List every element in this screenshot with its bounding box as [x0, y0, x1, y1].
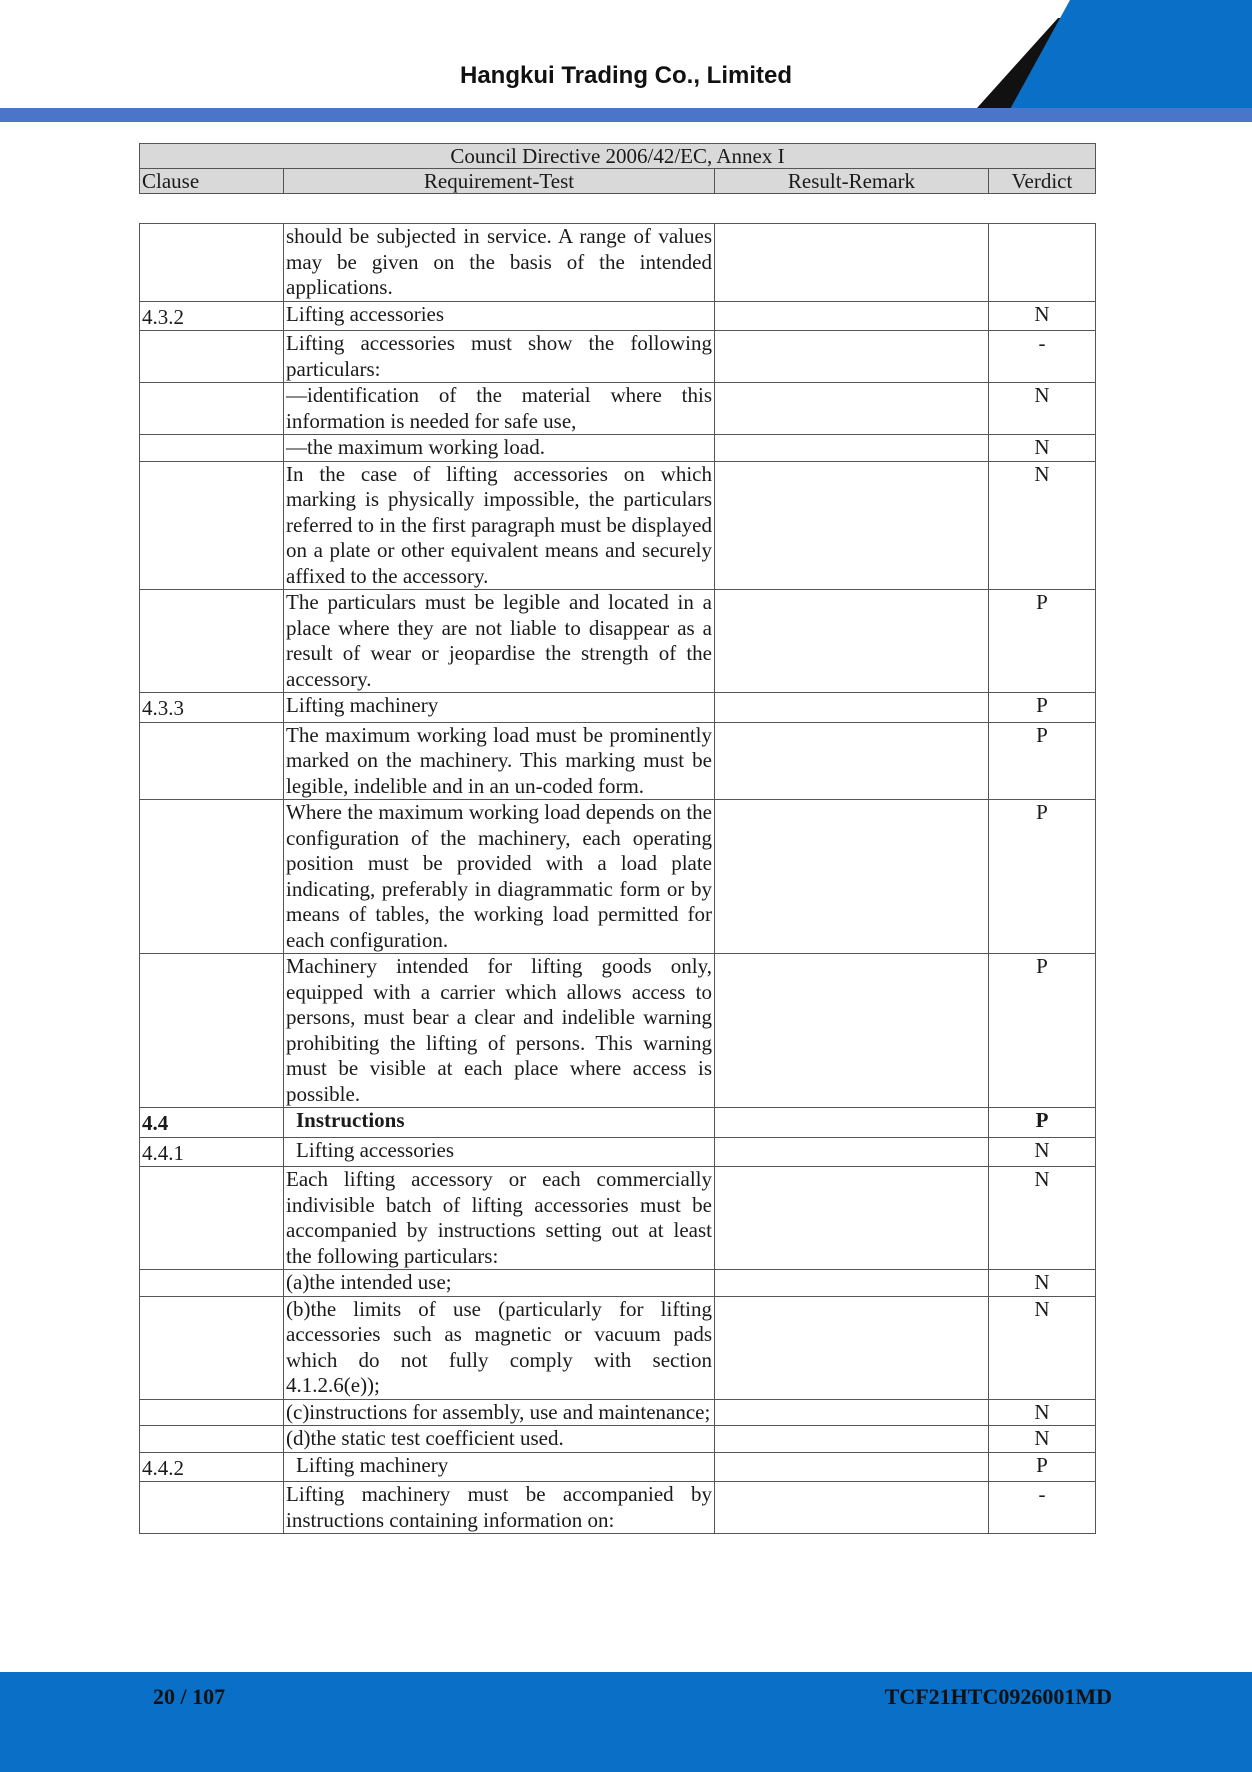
result-cell — [715, 301, 989, 331]
table-row — [140, 1452, 1096, 1482]
col-result-header: Result-Remark — [715, 169, 989, 194]
directive-title: Council Directive 2006/42/EC, Annex I — [140, 144, 1096, 169]
requirement-cell: should be subjected in service. A range of values may be given on the basis of the intended applications. — [284, 224, 715, 302]
col-requirement-header: Requirement-Test — [284, 169, 715, 194]
verdict-cell: N — [989, 383, 1096, 435]
clause-cell — [140, 383, 284, 435]
verdict-cell: P — [989, 1108, 1096, 1138]
requirements-table — [139, 223, 1096, 1534]
result-cell — [715, 1399, 989, 1426]
table-row — [140, 301, 1096, 331]
verdict-cell: P — [989, 1452, 1096, 1482]
verdict-cell: P — [989, 800, 1096, 954]
requirement-cell: Lifting accessories must show the following particulars: — [284, 331, 715, 383]
result-cell — [715, 722, 989, 800]
requirement-cell: Lifting machinery — [284, 693, 715, 723]
table-row — [140, 383, 1096, 435]
verdict-cell: N — [989, 301, 1096, 331]
clause-cell: 4.3.2 — [140, 301, 284, 331]
clause-cell — [140, 954, 284, 1108]
requirement-cell: The maximum working load must be prominently marked on the machinery. This marking must be legible, indelible and in an un-coded form. — [284, 722, 715, 800]
table-row — [140, 1482, 1096, 1534]
verdict-cell: P — [989, 722, 1096, 800]
table-row — [140, 1167, 1096, 1270]
table-row — [140, 331, 1096, 383]
result-cell — [715, 331, 989, 383]
requirement-cell: —the maximum working load. — [284, 435, 715, 462]
clause-cell — [140, 461, 284, 590]
company-name: Hangkui Trading Co., Limited — [459, 62, 792, 89]
result-cell — [715, 590, 989, 693]
requirement-cell: (b)the limits of use (particularly for lifting accessories such as magnetic or vacuum pads which do not fully comply with section 4.1.2.6(e)); — [284, 1296, 715, 1399]
requirement-cell: In the case of lifting accessories on which marking is physically impossible, the particulars referred to in the first paragraph must be displayed on a plate or other equivalent means and securely affixed to the accessory. — [284, 461, 715, 590]
result-cell — [715, 954, 989, 1108]
result-cell — [715, 383, 989, 435]
clause-cell — [140, 224, 284, 302]
result-cell — [715, 461, 989, 590]
clause-cell — [140, 1167, 284, 1270]
verdict-cell: N — [989, 1270, 1096, 1297]
verdict-cell: N — [989, 1296, 1096, 1399]
requirement-cell: (d)the static test coefficient used. — [284, 1426, 715, 1453]
table-row — [140, 461, 1096, 590]
clause-cell — [140, 1482, 284, 1534]
requirement-cell: The particulars must be legible and located in a place where they are not liable to disappear as a result of wear or jeopardise the strength of the accessory. — [284, 590, 715, 693]
requirement-cell: Lifting accessories — [284, 301, 715, 331]
table-row — [140, 1399, 1096, 1426]
verdict-cell: P — [989, 590, 1096, 693]
verdict-cell: N — [989, 1426, 1096, 1453]
result-cell — [715, 1108, 989, 1138]
table-row — [140, 693, 1096, 723]
table-row — [140, 1426, 1096, 1453]
requirement-cell: Lifting machinery — [284, 1452, 715, 1482]
verdict-cell: - — [989, 1482, 1096, 1534]
document-number: TCF21HTC0926001MD — [884, 1684, 1112, 1709]
clause-cell — [140, 800, 284, 954]
requirement-cell: Lifting machinery must be accompanied by instructions containing information on: — [284, 1482, 715, 1534]
result-cell — [715, 435, 989, 462]
requirement-cell: Where the maximum working load depends on the configuration of the machinery, each operating position must be provided with a load plate indicating, preferably in diagrammatic form or by means of tables, the working load permitted for each configuration. — [284, 800, 715, 954]
result-cell — [715, 1482, 989, 1534]
table-row — [140, 224, 1096, 302]
table-row — [140, 1137, 1096, 1167]
result-cell — [715, 693, 989, 723]
result-cell — [715, 1137, 989, 1167]
table-row — [140, 590, 1096, 693]
clause-cell: 4.4.1 — [140, 1137, 284, 1167]
directive-table-header — [139, 143, 1096, 194]
result-cell — [715, 1296, 989, 1399]
verdict-cell: N — [989, 1167, 1096, 1270]
table-row — [140, 954, 1096, 1108]
table-row — [140, 722, 1096, 800]
clause-cell — [140, 435, 284, 462]
col-verdict-header: Verdict — [989, 169, 1096, 194]
verdict-cell: N — [989, 461, 1096, 590]
requirement-cell: Machinery intended for lifting goods only, equipped with a carrier which allows access to persons, must bear a clear and indelible warning prohibiting the lifting of persons. This warning must be visible at each place where access is possible. — [284, 954, 715, 1108]
header-bar — [0, 108, 1252, 122]
clause-cell — [140, 590, 284, 693]
requirement-cell: —identification of the material where this information is needed for safe use, — [284, 383, 715, 435]
requirement-cell: Lifting accessories — [284, 1137, 715, 1167]
header-corner-graphic — [960, 0, 1252, 122]
result-cell — [715, 1270, 989, 1297]
verdict-cell: P — [989, 693, 1096, 723]
col-clause-header: Clause — [140, 169, 284, 194]
requirement-cell: Instructions — [284, 1108, 715, 1138]
clause-cell — [140, 722, 284, 800]
table-row — [140, 1270, 1096, 1297]
verdict-cell: N — [989, 1399, 1096, 1426]
clause-cell — [140, 1426, 284, 1453]
clause-cell — [140, 1270, 284, 1297]
result-cell — [715, 1426, 989, 1453]
result-cell — [715, 800, 989, 954]
clause-cell: 4.4.2 — [140, 1452, 284, 1482]
result-cell — [715, 224, 989, 302]
verdict-cell: N — [989, 435, 1096, 462]
clause-cell — [140, 1399, 284, 1426]
table-row — [140, 1296, 1096, 1399]
table-row — [140, 800, 1096, 954]
requirement-cell: Each lifting accessory or each commercially indivisible batch of lifting accessories must be accompanied by instructions setting out at least the following particulars: — [284, 1167, 715, 1270]
clause-cell — [140, 1296, 284, 1399]
clause-cell — [140, 331, 284, 383]
clause-cell: 4.4 — [140, 1108, 284, 1138]
result-cell — [715, 1452, 989, 1482]
table-row — [140, 1108, 1096, 1138]
page-number: 20 / 107 — [153, 1684, 226, 1709]
verdict-cell — [989, 224, 1096, 302]
result-cell — [715, 1167, 989, 1270]
verdict-cell: - — [989, 331, 1096, 383]
verdict-cell: P — [989, 954, 1096, 1108]
verdict-cell: N — [989, 1137, 1096, 1167]
clause-cell: 4.3.3 — [140, 693, 284, 723]
requirement-cell: (c)instructions for assembly, use and maintenance; — [284, 1399, 715, 1426]
table-row — [140, 435, 1096, 462]
requirement-cell: (a)the intended use; — [284, 1270, 715, 1297]
